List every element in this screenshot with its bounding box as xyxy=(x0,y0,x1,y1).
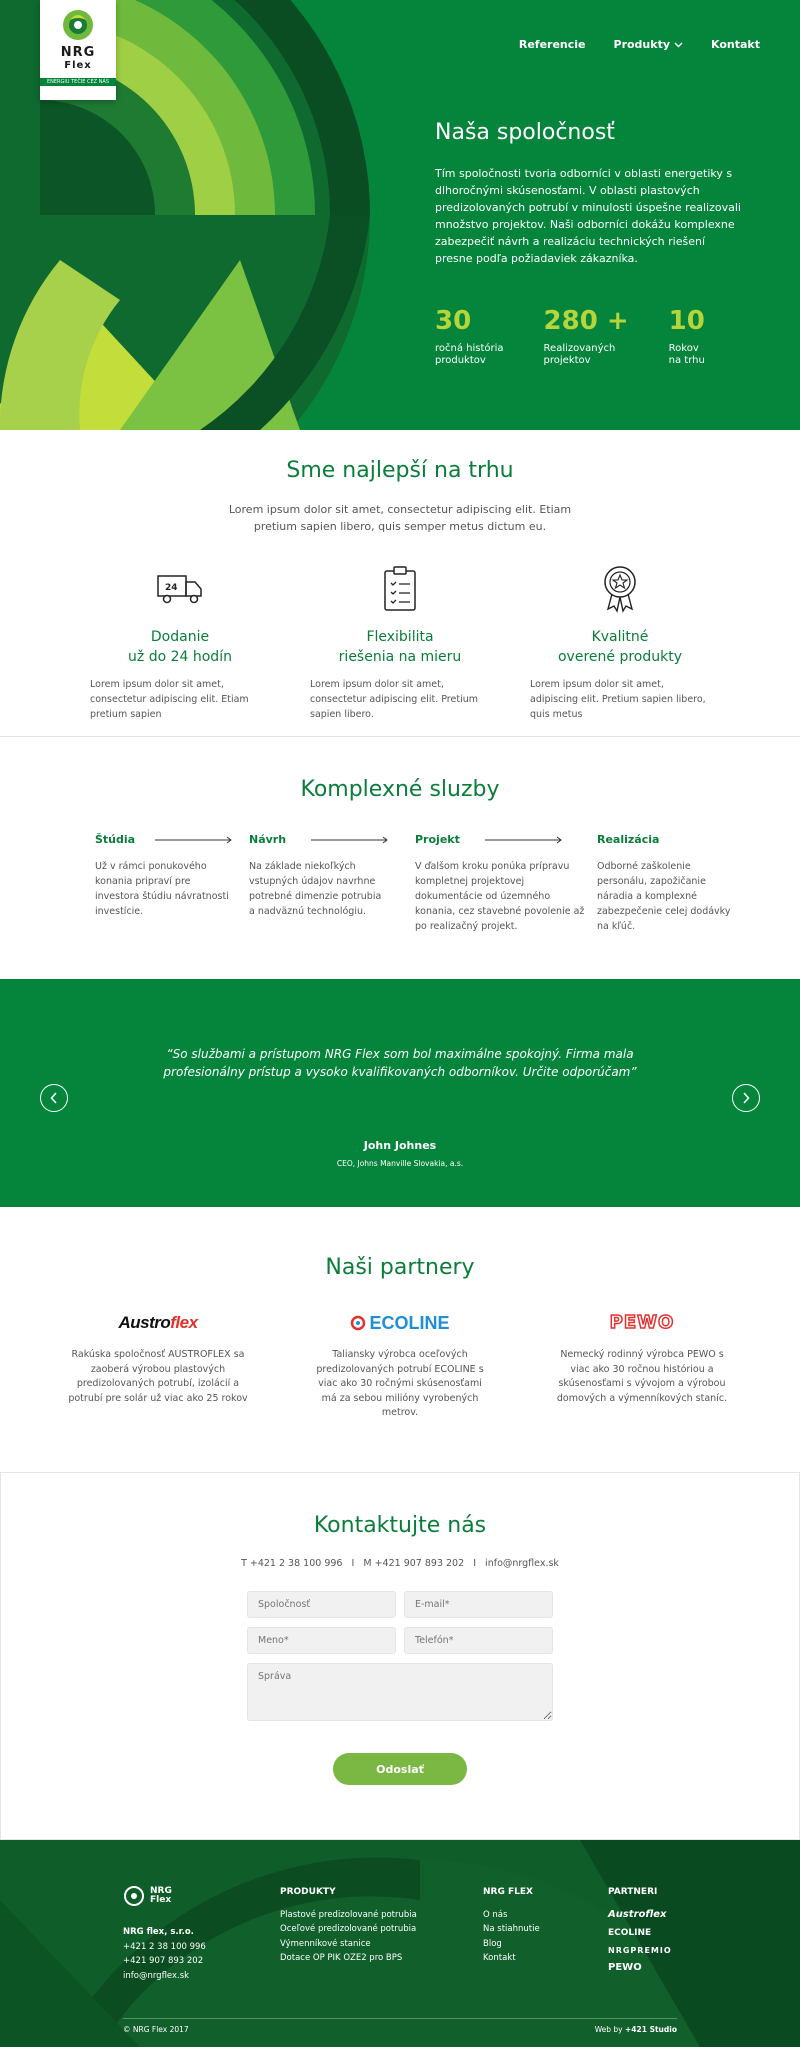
pewo-logo[interactable] xyxy=(552,1310,732,1336)
best-lead: Lorem ipsum dolor sit amet, consectetur adipiscing elit. Etiam pretium sapien libero, quis semper metus dictum eu. xyxy=(228,503,572,533)
footer-partner-logo[interactable]: NRGPREMIO xyxy=(608,1945,672,1955)
ecoline-logo[interactable] xyxy=(310,1310,490,1336)
message-textarea[interactable] xyxy=(247,1663,553,1721)
logo-text-nrg: NRG xyxy=(60,45,96,60)
contact-info: T +421 2 38 100 996 I M +421 907 893 202 I info@nrgflex.sk xyxy=(241,1558,559,1569)
footer xyxy=(0,1840,800,2047)
footer-link[interactable]: O nás xyxy=(483,1909,508,1920)
testimonial-author: John Johnes xyxy=(363,1139,437,1152)
arrow-right-icon xyxy=(485,836,563,844)
arrow-right-icon xyxy=(311,836,389,844)
footer-heading: PRODUKTY xyxy=(280,1887,336,1897)
stat-number: 10 xyxy=(668,306,705,336)
step-realizacia xyxy=(597,832,742,934)
step-text: Odborné zaškolenie personálu, zapožičanie náradia a komplexné zabezpečenie celej dodávky na kľúč. xyxy=(597,861,731,932)
footer-nrg xyxy=(483,1885,540,1966)
footer-link[interactable]: Na stiahnutie xyxy=(483,1924,540,1934)
nav-label: Kontakt xyxy=(711,38,760,51)
submit-button[interactable]: Odoslať xyxy=(333,1753,467,1785)
step-text: Už v rámci ponukového konania pripraví pre investora štúdiu návratnosti investície. xyxy=(95,861,229,917)
footer-heading: NRG FLEX xyxy=(483,1887,533,1897)
chevron-left-icon xyxy=(50,1092,58,1104)
stat-label: ročná história produktov xyxy=(435,343,504,366)
austroflex-logo-part-1: Austro xyxy=(118,1312,171,1332)
hero-section xyxy=(0,0,800,430)
name-input[interactable] xyxy=(247,1627,396,1654)
footer-link[interactable]: Výmenníkové stanice xyxy=(280,1938,371,1949)
leaf-logo-icon xyxy=(123,1885,145,1907)
next-testimonial-button[interactable] xyxy=(732,1084,760,1112)
nav-kontakt[interactable] xyxy=(711,38,760,51)
stat-number: 30 xyxy=(435,306,472,336)
pewo-wordmark: PEWO xyxy=(609,1311,675,1333)
step-title: Štúdia xyxy=(95,833,136,846)
austroflex-logo-part-2: flex xyxy=(170,1312,198,1332)
award-badge-icon xyxy=(601,565,639,613)
best-section xyxy=(0,430,800,737)
step-navrh xyxy=(249,832,415,934)
footer-partner-logo[interactable]: PEWO xyxy=(608,1962,642,1973)
partner-text: Taliansky výrobca oceľových predizolovaných potrubí ECOLINE s viac ako 30 ročnými skúsenosťami má za sebou milióny vyrobených metrov. xyxy=(316,1349,484,1418)
web-by-credit: Web by +421 Studio xyxy=(594,2025,677,2034)
step-title: Realizácia xyxy=(597,833,660,846)
services-section xyxy=(0,737,800,979)
copyright: © NRG Flex 2017 xyxy=(123,2025,189,2034)
nav-produkty[interactable] xyxy=(614,38,684,51)
footer-link[interactable]: Plastové predizolované potrubia xyxy=(280,1909,417,1920)
footer-logo-nrg: NRG xyxy=(150,1886,172,1896)
chevron-right-icon xyxy=(742,1092,750,1104)
step-title: Návrh xyxy=(249,833,287,846)
stat-label: Realizovaných projektov xyxy=(543,343,616,366)
hero-content xyxy=(435,120,745,367)
step-title: Projekt xyxy=(415,833,460,846)
ecoline-wordmark: ECOLINE xyxy=(369,1312,450,1333)
footer-link[interactable]: Blog xyxy=(483,1938,502,1949)
footer-logo-flex: Flex xyxy=(150,1895,172,1905)
contact-form xyxy=(247,1591,553,1785)
partners-title: Naši partnery xyxy=(325,1255,475,1280)
footer-company-name: NRG flex, s.r.o. xyxy=(123,1927,194,1937)
step-studia xyxy=(95,832,249,934)
delivery-truck-icon xyxy=(156,573,204,605)
main-nav xyxy=(519,38,760,51)
footer-logo[interactable] xyxy=(123,1885,206,1907)
footer-phone-1: +421 2 38 100 996 xyxy=(123,1941,206,1952)
services-steps xyxy=(95,832,800,934)
stat-history xyxy=(435,307,504,367)
partners-section xyxy=(0,1207,800,1472)
partners-row xyxy=(0,1310,800,1421)
leaf-logo-icon xyxy=(58,8,98,42)
contact-section xyxy=(0,1472,800,1840)
footer-link[interactable]: Kontakt xyxy=(483,1953,516,1963)
feature-title: Flexibilita riešenia na mieru xyxy=(338,629,462,665)
nav-referencie[interactable] xyxy=(519,38,586,51)
feature-text: Lorem ipsum dolor sit amet, consectetur adipiscing elit. Pretium sapien libero. xyxy=(310,679,478,720)
prev-testimonial-button[interactable] xyxy=(40,1084,68,1112)
logo-tagline: ENERGIU TEČIE CEZ NÁS xyxy=(40,78,116,86)
feature-title: Dodanie už do 24 hodín xyxy=(128,629,232,665)
testimonial-section xyxy=(0,979,800,1207)
step-text: Na základe niekoľkých vstupných údajov navrhne potrebné dimenzie potrubia a nadväznú technológiu. xyxy=(249,861,382,917)
partner-austroflex xyxy=(68,1310,248,1421)
hero-text: Tím spoločnosti tvoria odborníci v oblasti energetiky s dlhoročnými skúsenosťami. V oblasti plastových predizolovaných potrubí v minulosti úspešne realizovali množstvo projektov. Naši odborníci dokážu komplexne zabezpečiť návrh a realizáciu technických riešení presne podľa požiadaviek zákazníka. xyxy=(435,167,741,265)
truck-badge: 24 xyxy=(165,583,178,593)
nav-label: Produkty xyxy=(613,38,671,51)
studio-link[interactable]: +421 Studio xyxy=(625,2025,677,2034)
footer-link[interactable]: Dotace OP PIK OZE2 pro BPS xyxy=(280,1953,403,1963)
phone-input[interactable] xyxy=(404,1627,553,1654)
chevron-down-icon xyxy=(674,42,683,48)
austroflex-logo[interactable] xyxy=(68,1310,248,1336)
footer-company xyxy=(123,1885,206,1983)
feature-title: Kvalitné overené produkty xyxy=(557,629,682,665)
footer-link[interactable]: Oceľové predizolované potrubia xyxy=(280,1924,417,1934)
contact-title: Kontaktujte nás xyxy=(313,1513,487,1538)
feature-text: Lorem ipsum dolor sit amet, adipiscing elit. Pretium sapien libero, quis metus xyxy=(530,679,706,720)
feature-delivery xyxy=(90,565,270,722)
feature-flexibility xyxy=(310,565,490,722)
partner-ecoline xyxy=(310,1310,490,1421)
footer-partner-logo[interactable]: ECOLINE xyxy=(608,1928,652,1938)
logo-text-flex: Flex xyxy=(64,60,92,71)
stats-row xyxy=(435,307,745,367)
footer-email[interactable]: info@nrgflex.sk xyxy=(123,1970,190,1981)
nav-label: Referencie xyxy=(518,38,586,51)
hero-title: Naša spoločnosť xyxy=(435,120,615,145)
partner-text: Nemecký rodinný výrobca PEWO s viac ako 30 ročnou históriou a skúsenosťami s vývojom a výrobou domových a výmenníkových staníc. xyxy=(556,1349,728,1404)
features-row xyxy=(0,565,800,722)
footer-heading: PARTNERI xyxy=(608,1887,658,1897)
testimonial-quote: “So službami a prístupom NRG Flex som bol maximálne spokojný. Firma mala profesionálny prístup a vysoko kvalifikovaných odborníkov. Určite odporúčam” xyxy=(163,1047,637,1079)
stat-projects xyxy=(544,307,629,367)
feature-text: Lorem ipsum dolor sit amet, consectetur adipiscing elit. Etiam pretium sapien xyxy=(90,679,249,720)
best-title: Sme najlepší na trhu xyxy=(286,458,514,483)
stat-number: 280 + xyxy=(543,306,629,336)
arrow-right-icon xyxy=(155,836,233,844)
clipboard-checklist-icon xyxy=(383,566,417,612)
email-input[interactable] xyxy=(404,1591,553,1618)
step-projekt xyxy=(415,832,597,934)
partner-text: Rakúska spoločnosť AUSTROFLEX sa zaoberá výrobou plastových predizolovaných potrubí, izolácií a potrubí pre solár už viac ako 25 rokov xyxy=(68,1349,248,1404)
company-input[interactable] xyxy=(247,1591,396,1618)
step-text: V ďalšom kroku ponúka prípravu kompletnej projektovej dokumentácie od územného konania, cez stavebné povolenie až po realizačný projekt. xyxy=(415,861,585,932)
footer-partner-logo[interactable]: Austroflex xyxy=(608,1908,667,1920)
brand-logo[interactable] xyxy=(40,0,116,100)
ecoline-swirl-icon xyxy=(350,1315,366,1331)
testimonial-role: CEO, Johns Manville Slovakia, a.s. xyxy=(336,1159,464,1168)
footer-products xyxy=(280,1885,417,1966)
feature-quality xyxy=(530,565,710,722)
stat-label: Rokov na trhu xyxy=(668,343,705,366)
services-title: Komplexné sluzby xyxy=(300,777,500,802)
partner-pewo xyxy=(552,1310,732,1421)
footer-phone-2: +421 907 893 202 xyxy=(123,1956,204,1966)
stat-years xyxy=(669,307,705,367)
footer-bottom-bar xyxy=(123,2018,677,2034)
footer-partners xyxy=(608,1885,672,1976)
